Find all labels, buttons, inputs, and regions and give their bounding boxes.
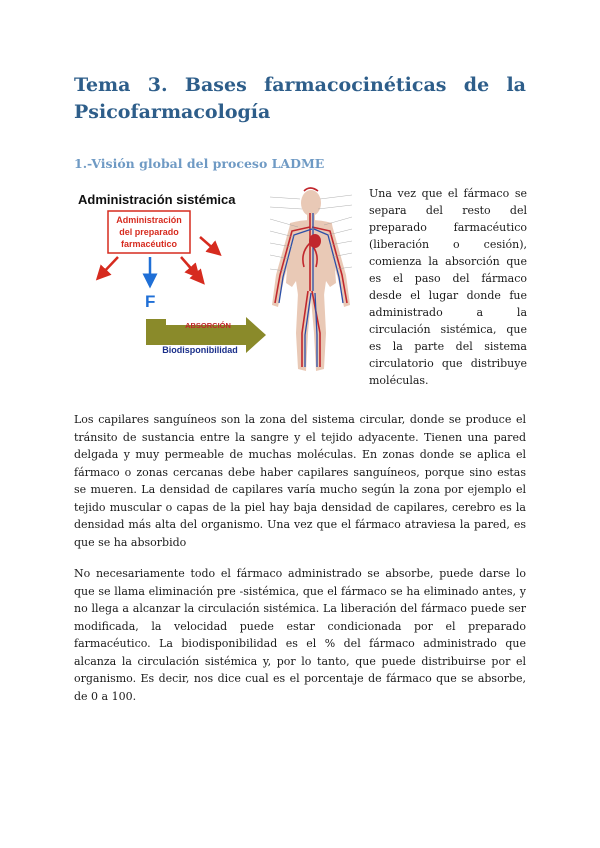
box-line-2: del preparado — [119, 227, 179, 237]
ladme-figure — [74, 183, 364, 375]
box-line-1: Administración — [116, 215, 182, 225]
paragraph-capilares: Los capilares sanguíneos son la zona del sistema circular, donde se produce el tránsito de sustancia entre la sangre y el tejido adyacente. Tienen una pared delgada y muy permeable de muchas moléculas. En zonas donde se aplica el fármaco o zonas cercanas debe haber capilares sanguíneos, porque sino estas se mueren. La densidad de capilares varía mucho según la zona por ejemplo el tejido muscular o capas de la piel hay baja densidad de capilares, cerebro es la densidad más alta del organismo. Una vez que el fármaco atraviesa la pared, es que se ha absorbido — [74, 413, 526, 549]
absorcion-label: ABSORCIÓN — [185, 321, 231, 330]
box-line-3: farmacéutico — [120, 239, 178, 249]
f-label: F — [145, 292, 156, 311]
ladme-figure-svg — [74, 183, 364, 375]
side-paragraph: Una vez que el fármaco se separa del resto del preparado farmacéutico (liberación o cesión), comienza la absorción que es el paso del fármaco desde el lugar donde fue administrado a la circulación sistémica, que es la parte del sistema circulatorio que distribuye moléculas. — [369, 187, 527, 387]
arrow-lower-right — [188, 265, 200, 279]
circulatory-system-illustration — [270, 188, 352, 371]
document-title — [74, 72, 526, 126]
arrow-far-right — [200, 237, 216, 251]
section-heading: 1.-Visión global del proceso LADME — [74, 156, 325, 171]
title-line-2: Psicofarmacología — [74, 101, 271, 123]
arrow-left-down — [101, 257, 118, 275]
paragraph-biodisponibilidad: No necesariamente todo el fármaco administrado se absorbe, puede darse lo que se llama eliminación pre -sistémica, que el fármaco se ha eliminado antes, y no llega a alcanzar la circulación sistémica. La liberación del fármaco puede ser modificada, la velocidad puede estar condicionada por el preparado farmacéutico. La biodisponibilidad es el % del fármaco administrado que alcanza la circulación sistémica y, por lo tanto, que puede distribuirse por el organismo. Es decir, nos dice cual es el porcentaje de fármaco que se absorbe, de 0 a 100. — [74, 567, 526, 703]
biodisponibilidad-label: Biodisponibilidad — [162, 345, 238, 355]
figure-title: Administración sistémica — [78, 192, 236, 207]
title-line-1: Tema 3. Bases farmacocinéticas de la — [74, 74, 526, 96]
